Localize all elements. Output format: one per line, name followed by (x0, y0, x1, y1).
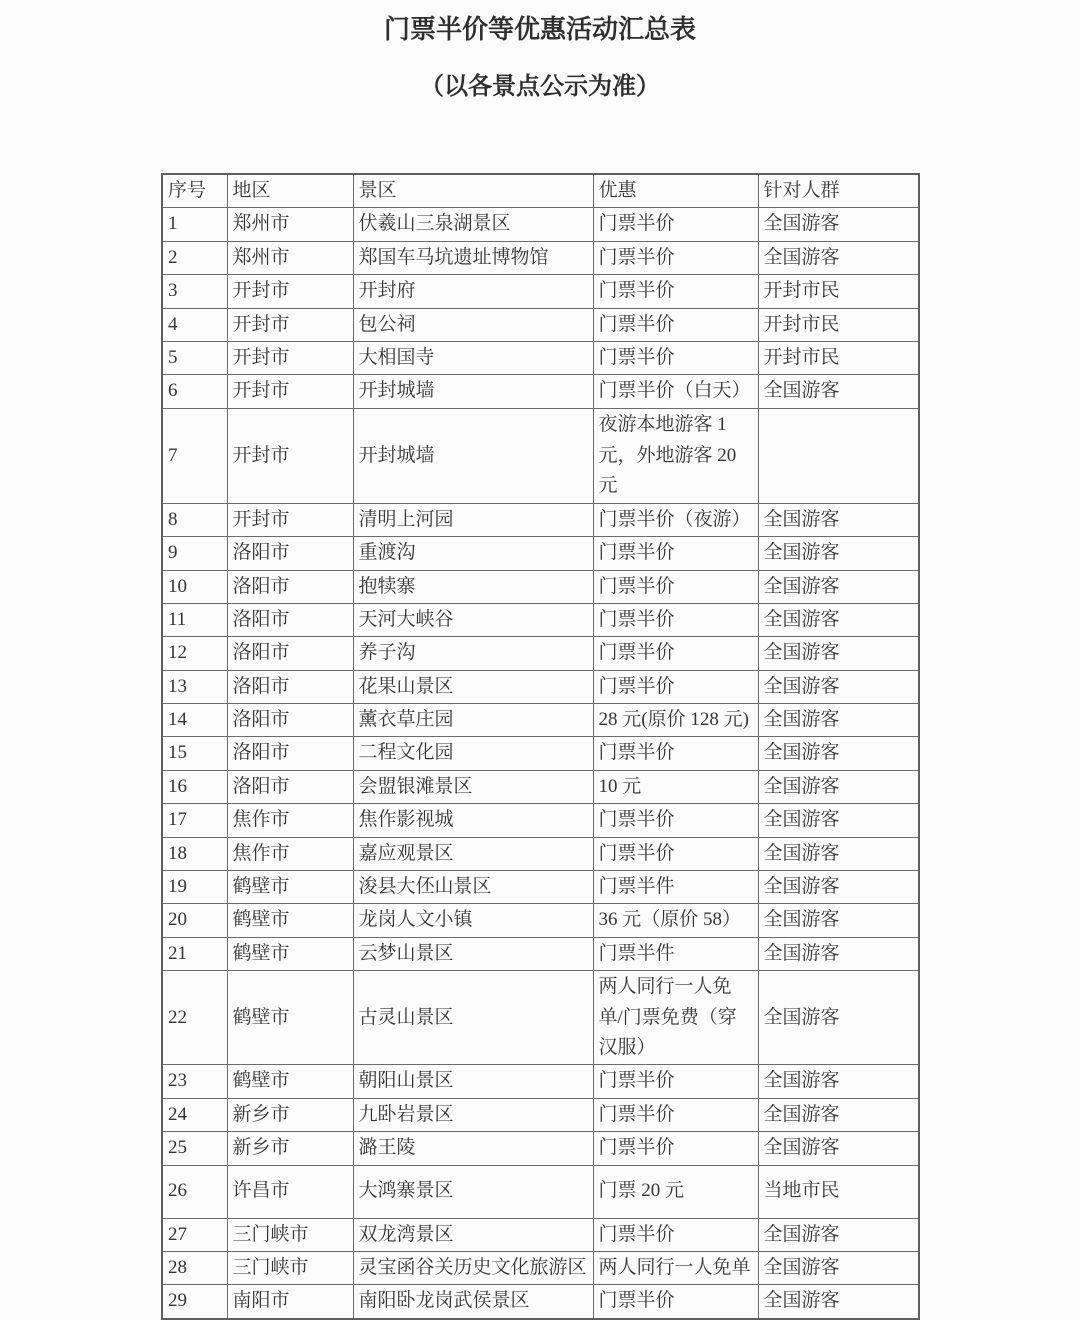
cell-audience: 全国游客 (758, 537, 919, 570)
cell-region: 洛阳市 (227, 670, 353, 703)
cell-seq: 6 (162, 375, 227, 408)
table-row (162, 904, 919, 937)
table-row (162, 971, 919, 1065)
cell-discount: 门票半价 (593, 637, 758, 670)
table-row (162, 1132, 919, 1165)
cell-region: 郑州市 (227, 241, 353, 274)
table-row (162, 1285, 919, 1319)
cell-discount: 门票半价 (593, 603, 758, 636)
cell-seq: 14 (162, 704, 227, 737)
cell-scenic: 开封城墙 (353, 408, 593, 503)
cell-discount: 10 元 (593, 770, 758, 803)
cell-audience: 全国游客 (758, 375, 919, 408)
column-header-discount: 优惠 (593, 174, 758, 208)
cell-region: 开封市 (227, 308, 353, 341)
cell-seq: 5 (162, 341, 227, 374)
cell-audience: 全国游客 (758, 603, 919, 636)
cell-scenic: 伏羲山三泉湖景区 (353, 208, 593, 241)
cell-scenic: 浚县大伾山景区 (353, 871, 593, 904)
cell-discount: 门票半价 (593, 1285, 758, 1319)
cell-scenic: 古灵山景区 (353, 971, 593, 1065)
cell-discount: 门票半价 (593, 1098, 758, 1131)
table-row (162, 241, 919, 274)
cell-audience: 全国游客 (758, 670, 919, 703)
cell-audience: 开封市民 (758, 341, 919, 374)
cell-seq: 10 (162, 570, 227, 603)
cell-discount: 门票半价 (593, 837, 758, 870)
cell-audience: 全国游客 (758, 837, 919, 870)
cell-region: 鹤壁市 (227, 937, 353, 970)
table-row (162, 1065, 919, 1098)
cell-discount: 门票半价 (593, 208, 758, 241)
cell-region: 开封市 (227, 275, 353, 308)
cell-scenic: 郑国车马坑遗址博物馆 (353, 241, 593, 274)
cell-region: 焦作市 (227, 837, 353, 870)
cell-scenic: 南阳卧龙岗武侯景区 (353, 1285, 593, 1319)
cell-scenic: 二程文化园 (353, 737, 593, 770)
cell-seq: 2 (162, 241, 227, 274)
cell-scenic: 薰衣草庄园 (353, 704, 593, 737)
cell-scenic: 双龙湾景区 (353, 1218, 593, 1251)
cell-seq: 15 (162, 737, 227, 770)
cell-scenic: 包公祠 (353, 308, 593, 341)
cell-audience (758, 408, 919, 503)
cell-region: 洛阳市 (227, 770, 353, 803)
cell-discount: 门票 20 元 (593, 1165, 758, 1218)
cell-seq: 8 (162, 503, 227, 536)
cell-seq: 26 (162, 1165, 227, 1218)
cell-scenic: 开封府 (353, 275, 593, 308)
cell-seq: 23 (162, 1065, 227, 1098)
cell-region: 南阳市 (227, 1285, 353, 1319)
table-row (162, 308, 919, 341)
table-row (162, 537, 919, 570)
cell-discount: 门票半价（白天） (593, 375, 758, 408)
table-row (162, 208, 919, 241)
cell-scenic: 九卧岩景区 (353, 1098, 593, 1131)
table-body (162, 208, 919, 1319)
cell-region: 焦作市 (227, 804, 353, 837)
cell-discount: 门票半价 (593, 1065, 758, 1098)
cell-audience: 全国游客 (758, 208, 919, 241)
cell-seq: 28 (162, 1251, 227, 1284)
cell-audience: 全国游客 (758, 971, 919, 1065)
cell-seq: 16 (162, 770, 227, 803)
cell-audience: 全国游客 (758, 1132, 919, 1165)
cell-region: 鹤壁市 (227, 871, 353, 904)
cell-audience: 全国游客 (758, 1218, 919, 1251)
table-row (162, 341, 919, 374)
cell-discount: 门票半价 (593, 275, 758, 308)
cell-region: 洛阳市 (227, 570, 353, 603)
table-row (162, 503, 919, 536)
cell-seq: 3 (162, 275, 227, 308)
table-head (162, 174, 919, 208)
column-header-region: 地区 (227, 174, 353, 208)
cell-discount: 夜游本地游客 1 元，外地游客 20 元 (593, 408, 758, 503)
table-row (162, 804, 919, 837)
cell-scenic: 大相国寺 (353, 341, 593, 374)
cell-region: 郑州市 (227, 208, 353, 241)
column-header-seq: 序号 (162, 174, 227, 208)
cell-seq: 13 (162, 670, 227, 703)
cell-audience: 全国游客 (758, 1285, 919, 1319)
table-row (162, 570, 919, 603)
table-row (162, 1218, 919, 1251)
cell-seq: 22 (162, 971, 227, 1065)
cell-region: 洛阳市 (227, 737, 353, 770)
cell-audience: 开封市民 (758, 308, 919, 341)
table-row (162, 937, 919, 970)
cell-discount: 门票半价 (593, 804, 758, 837)
table-row (162, 408, 919, 503)
cell-seq: 20 (162, 904, 227, 937)
cell-audience: 开封市民 (758, 275, 919, 308)
cell-region: 鹤壁市 (227, 904, 353, 937)
page-title: 门票半价等优惠活动汇总表 (383, 15, 696, 44)
page-subtitle: （以各景点公示为准） (420, 74, 660, 100)
cell-scenic: 天河大峡谷 (353, 603, 593, 636)
cell-seq: 24 (162, 1098, 227, 1131)
cell-audience: 全国游客 (758, 904, 919, 937)
cell-region: 开封市 (227, 341, 353, 374)
cell-seq: 7 (162, 408, 227, 503)
cell-audience: 全国游客 (758, 1065, 919, 1098)
cell-scenic: 重渡沟 (353, 537, 593, 570)
cell-region: 开封市 (227, 408, 353, 503)
cell-audience: 全国游客 (758, 503, 919, 536)
table-row (162, 770, 919, 803)
cell-seq: 29 (162, 1285, 227, 1319)
cell-discount: 门票半价 (593, 670, 758, 703)
column-header-audience: 针对人群 (758, 174, 919, 208)
cell-region: 三门峡市 (227, 1218, 353, 1251)
cell-discount: 两人同行一人免单 (593, 1251, 758, 1284)
table-row (162, 1165, 919, 1218)
table-row (162, 1098, 919, 1131)
cell-region: 开封市 (227, 375, 353, 408)
cell-region: 鹤壁市 (227, 1065, 353, 1098)
cell-discount: 门票半价 (593, 737, 758, 770)
cell-discount: 门票半价 (593, 570, 758, 603)
cell-audience: 全国游客 (758, 637, 919, 670)
cell-scenic: 抱犊寨 (353, 570, 593, 603)
table-row (162, 603, 919, 636)
cell-discount: 门票半价 (593, 241, 758, 274)
discount-summary-table (161, 173, 920, 1320)
cell-seq: 25 (162, 1132, 227, 1165)
table-row (162, 275, 919, 308)
cell-seq: 9 (162, 537, 227, 570)
cell-seq: 4 (162, 308, 227, 341)
cell-region: 洛阳市 (227, 537, 353, 570)
cell-audience: 当地市民 (758, 1165, 919, 1218)
table-row (162, 637, 919, 670)
table-row (162, 837, 919, 870)
table-row (162, 704, 919, 737)
cell-audience: 全国游客 (758, 937, 919, 970)
cell-scenic: 云梦山景区 (353, 937, 593, 970)
cell-region: 三门峡市 (227, 1251, 353, 1284)
cell-audience: 全国游客 (758, 770, 919, 803)
cell-audience: 全国游客 (758, 570, 919, 603)
cell-discount: 36 元（原价 58） (593, 904, 758, 937)
cell-scenic: 灵宝函谷关历史文化旅游区 (353, 1251, 593, 1284)
column-header-scenic: 景区 (353, 174, 593, 208)
cell-region: 鹤壁市 (227, 971, 353, 1065)
cell-scenic: 开封城墙 (353, 375, 593, 408)
cell-discount: 28 元(原价 128 元) (593, 704, 758, 737)
cell-audience: 全国游客 (758, 737, 919, 770)
cell-audience: 全国游客 (758, 871, 919, 904)
cell-seq: 1 (162, 208, 227, 241)
cell-audience: 全国游客 (758, 241, 919, 274)
cell-scenic: 嘉应观景区 (353, 837, 593, 870)
cell-scenic: 清明上河园 (353, 503, 593, 536)
cell-scenic: 焦作影视城 (353, 804, 593, 837)
cell-region: 开封市 (227, 503, 353, 536)
cell-scenic: 龙岗人文小镇 (353, 904, 593, 937)
header-row (162, 174, 919, 208)
cell-seq: 27 (162, 1218, 227, 1251)
cell-region: 洛阳市 (227, 637, 353, 670)
table-row (162, 1251, 919, 1284)
cell-discount: 门票半价 (593, 341, 758, 374)
cell-seq: 11 (162, 603, 227, 636)
cell-discount: 门票半件 (593, 871, 758, 904)
cell-scenic: 朝阳山景区 (353, 1065, 593, 1098)
cell-region: 新乡市 (227, 1132, 353, 1165)
table-row (162, 375, 919, 408)
cell-scenic: 会盟银滩景区 (353, 770, 593, 803)
cell-discount: 门票半价 (593, 1132, 758, 1165)
cell-seq: 17 (162, 804, 227, 837)
cell-scenic: 养子沟 (353, 637, 593, 670)
cell-seq: 12 (162, 637, 227, 670)
cell-discount: 门票半价 (593, 537, 758, 570)
cell-discount: 两人同行一人免单/门票免费（穿汉服） (593, 971, 758, 1065)
cell-discount: 门票半价 (593, 308, 758, 341)
cell-discount: 门票半价（夜游） (593, 503, 758, 536)
cell-region: 许昌市 (227, 1165, 353, 1218)
cell-region: 新乡市 (227, 1098, 353, 1131)
cell-discount: 门票半件 (593, 937, 758, 970)
cell-audience: 全国游客 (758, 704, 919, 737)
cell-scenic: 大鸿寨景区 (353, 1165, 593, 1218)
cell-audience: 全国游客 (758, 804, 919, 837)
table-row (162, 871, 919, 904)
cell-scenic: 潞王陵 (353, 1132, 593, 1165)
cell-seq: 21 (162, 937, 227, 970)
cell-seq: 18 (162, 837, 227, 870)
cell-audience: 全国游客 (758, 1251, 919, 1284)
table-row (162, 737, 919, 770)
cell-region: 洛阳市 (227, 704, 353, 737)
cell-audience: 全国游客 (758, 1098, 919, 1131)
cell-seq: 19 (162, 871, 227, 904)
cell-scenic: 花果山景区 (353, 670, 593, 703)
cell-discount: 门票半价 (593, 1218, 758, 1251)
cell-region: 洛阳市 (227, 603, 353, 636)
table-row (162, 670, 919, 703)
